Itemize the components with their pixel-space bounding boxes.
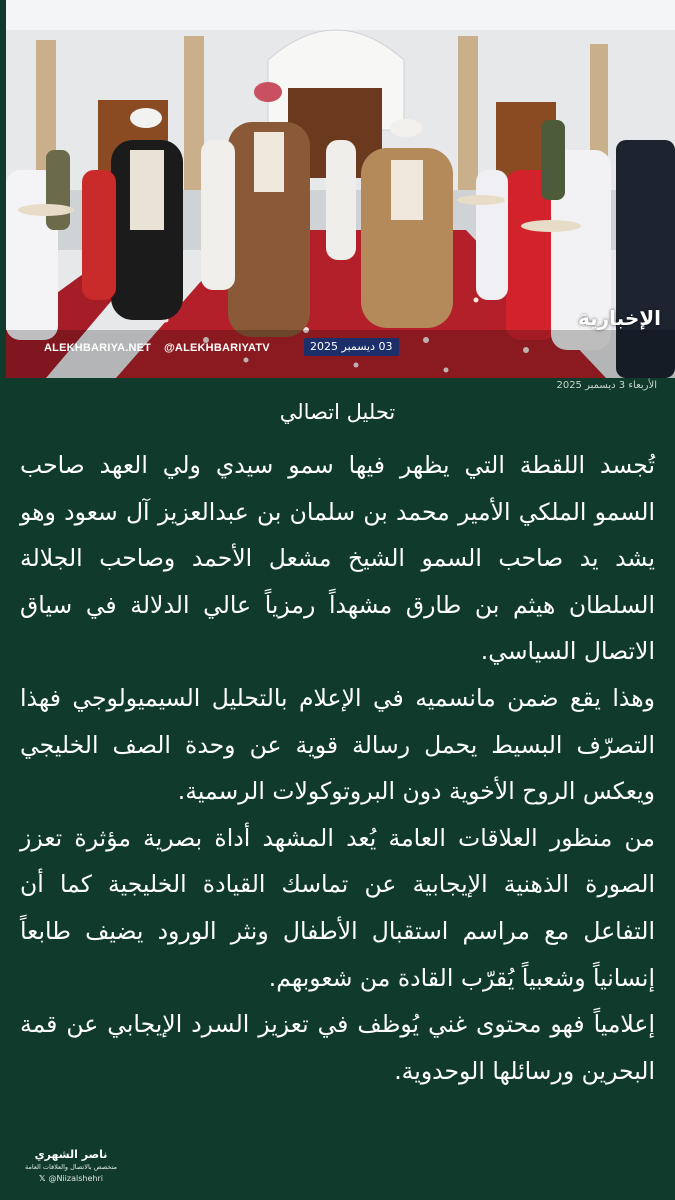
paragraph-3: من منظور العلاقات العامة يُعد المشهد أداة بصرية مؤثرة تعزز الصورة الذهنية الإيجابية عن تماسك القيادة الخليجية كما أن التفاعل مع مراسم استقبال الأطفال ونثر الورود يضيف طابعاً إنسانياً وشعبياً يُقرّب القادة من شعوبهم.	[20, 823, 655, 992]
channel-logo: الإخبارية	[578, 306, 661, 330]
author-role: متخصص بالاتصال والعلاقات العامة	[24, 1163, 118, 1171]
author-handle-row[interactable]	[12, 1174, 130, 1183]
article-body	[20, 442, 655, 1094]
ceremony-scene-illustration	[6, 0, 675, 378]
publish-date: الأربعاء 3 ديسمبر 2025	[556, 380, 657, 391]
author-name: ناصر الشهري	[34, 1148, 108, 1161]
watermark-site: ALEKHBARIYA.NET	[44, 342, 152, 354]
paragraph-4: إعلامياً فهو محتوى غني يُوظف في تعزيز السرد الإيجابي عن قمة البحرين ورسائلها الوحدوية.	[20, 1010, 655, 1085]
date-badge: 03 ديسمبر 2025	[304, 338, 399, 356]
author-signature	[12, 1148, 130, 1183]
author-handle[interactable]: @Niizalshehri	[48, 1174, 103, 1183]
article-title: تحليل اتصالي	[279, 400, 396, 424]
x-icon: 𝕏	[39, 1174, 46, 1183]
paragraph-2: وهذا يقع ضمن مانسميه في الإعلام بالتحليل السيميولوجي فهذا التصرّف البسيط يحمل رسالة قوية عن وحدة الصف الخليجي ويعكس الروح الأخوية دون البروتوكولات الرسمية.	[20, 683, 655, 806]
news-photo	[6, 0, 675, 378]
watermark-handle: @ALEKHBARIYATV	[164, 342, 270, 354]
paragraph-1: تُجسد اللقطة التي يظهر فيها سمو سيدي ولي العهد صاحب السمو الملكي الأمير محمد بن سلمان بن عبدالعزيز آل سعود وهو يشد يد صاحب السمو الشيخ مشعل الأحمد وصاحب الجلالة السلطان هيثم بن طارق مشهداً رمزياً عالي الدلالة في سياق الاتصال السياسي.	[20, 451, 655, 666]
